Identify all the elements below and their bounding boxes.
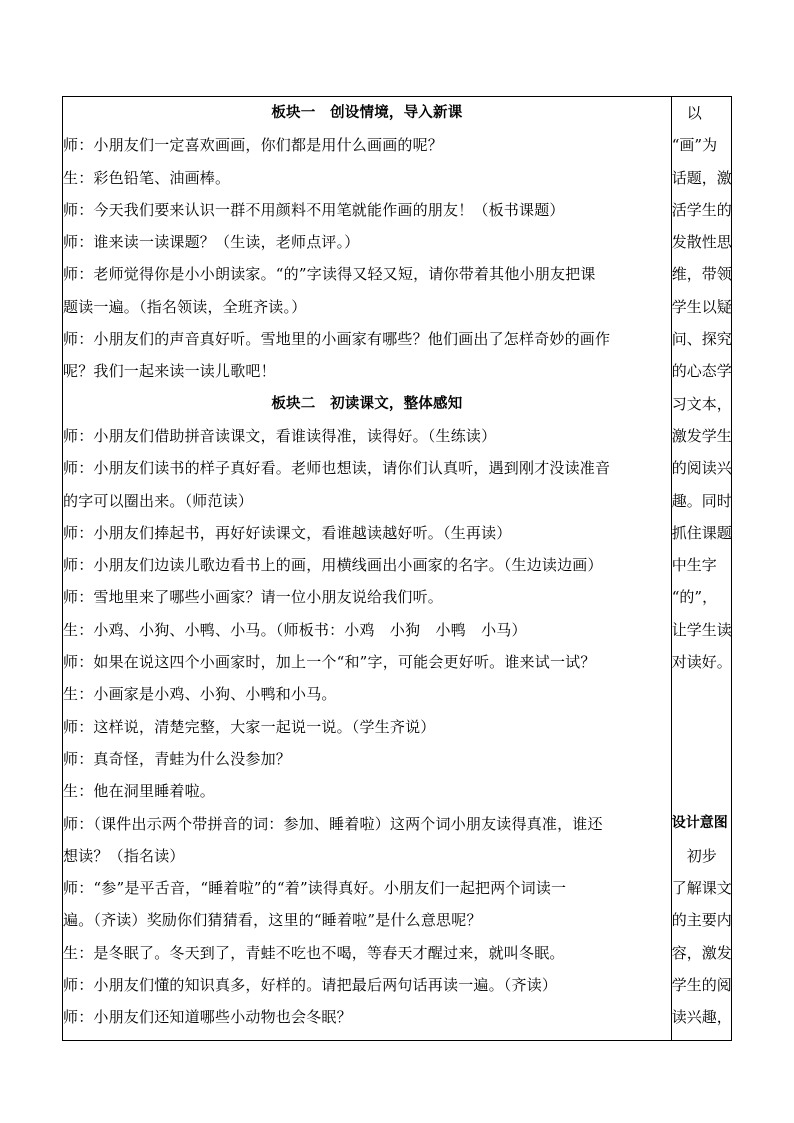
table-row [63,97,732,1041]
side-note-line: 的主要内 [671,911,732,930]
side-note-line: 对读好。 [671,653,732,672]
dialogue-line: 师：小朋友们借助拼音读课文，看谁读得准，读得好。（生练读） [63,426,497,445]
dialogue-line: 的字可以圈出来。（师范读） [63,491,254,510]
dialogue-line: 遍。（齐读）奖励你们猜猜看，这里的“睡着啦”是什么意思呢？ [63,911,482,930]
side-note-line: 话题，激 [671,168,732,187]
dialogue-line: 师：小朋友们捧起书，再好好读课文，看谁越读越好听。（生再读） [63,523,512,542]
side-note-line: 激发学生 [671,426,732,445]
side-note-line: 问、探究 [671,330,732,349]
section1-title: 板块一 创设情境，导入新课 [271,105,463,121]
dialogue-line: 师：真奇怪，青蛙为什么没参加？ [63,749,292,768]
side-note-line: “的”， [671,588,718,607]
dialogue-line: 呢？我们一起来读一读儿歌吧！ [63,362,276,381]
side-note-line: 学生以疑 [671,297,732,316]
teaching-process-cell [63,97,672,1041]
dialogue-line: 师：老师觉得你是小小朗读家。“的”字读得又轻又短，请你带着其他小朋友把课 [63,265,596,284]
side-note-2 [672,840,731,1034]
cell-bottom-padding [63,1034,671,1040]
dialogue-line: 生：小画家是小鸡、小狗、小鸭和小马。 [63,685,337,704]
dialogue-line: 师：谁来读一读课题？（生读，老师点评。） [63,233,360,252]
side-note-line: 习文本， [671,394,732,413]
dialogue-line: 师：雪地里来了哪些小画家？请一位小朋友说给我们听。 [63,588,444,607]
dialogue-line: 生：彩色铅笔、油画棒。 [63,168,231,187]
dialogue-line: 师：小朋友们一定喜欢画画，你们都是用什么画画的呢？ [63,136,444,155]
lesson-plan-table [62,96,732,1041]
dialogue-line: 师：“参”是平舌音，“睡着啦”的“着”读得真好。小朋友们一起把两个词读一 [63,879,567,898]
dialogue-line: 生：是冬眠了。冬天到了，青蛙不吃也不喝，等春天才醒过来，就叫冬眠。 [63,943,565,962]
side-note-line: 以 [671,104,702,122]
dialogue-line: 师：这样说，清楚完整，大家一起说一说。（学生齐说） [63,717,436,736]
side-note-line: 让学生读 [671,620,732,639]
side-note-line: 抓住课题 [671,523,732,542]
section2-title: 板块二 初读课文，整体感知 [271,395,463,412]
design-intent-label: 设计意图 [671,815,728,832]
section2-body [63,420,671,1034]
side-note-line: 了解课文 [671,878,732,897]
dialogue-line: 师：小朋友们边读儿歌边看书上的画，用横线画出小画家的名字。（生边读边画） [63,556,603,575]
dialogue-line: 生：他在洞里睡着啦。 [63,782,216,801]
dialogue-line: 师：如果在说这四个小画家时，加上一个“和”字，可能会更好听。谁来试一试？ [63,653,596,672]
side-note-line: 初步 [671,846,717,865]
dialogue-line: 师：小朋友们懂的知识真多，好样的。请把最后两句话再读一遍。（齐读） [63,976,558,995]
dialogue-line: 生：小鸡、小狗、小鸭、小马。（师板书：小鸡 小狗 小鸭 小马） [63,620,527,639]
side-spacer [672,678,731,807]
dialogue-line: 师：今天我们要来认识一群不用颜料不用笔就能作画的朋友！（板书课题） [63,200,565,219]
dialogue-line: 题读一遍。（指名领读，全班齐读。） [63,297,307,316]
side-note-line: 读兴趣， [671,1008,732,1027]
side-note-line: 维，带领 [671,265,732,284]
side-note-line: 的阅读兴 [671,459,732,478]
design-intent-cell [671,97,731,1041]
side-note-line: 发散性思 [671,233,732,252]
side-note-line: “画”为 [671,136,718,155]
side-note-line: 趣。同时 [671,491,732,510]
side-note-1 [672,97,731,678]
dialogue-line: 师：小朋友们还知道哪些小动物也会冬眠？ [63,1008,352,1027]
dialogue-line: 师：小朋友们读书的样子真好看。老师也想读，请你们认真听，遇到刚才没读准音 [63,459,611,478]
side-note-line: 学生的阅 [671,975,732,994]
dialogue-line: 师：小朋友们的声音真好听。雪地里的小画家有哪些？他们画出了怎样奇妙的画作 [63,330,611,349]
section1-body [63,129,671,387]
side-note-line: 活学生的 [671,200,732,219]
side-note-line: 容，激发 [671,943,732,962]
dialogue-line: 师：（课件出示两个带拼音的词：参加、睡着啦）这两个词小朋友读得真准，谁还 [63,814,603,833]
dialogue-line: 想读？（指名读） [63,846,185,865]
side-note-line: 中生字 [671,556,717,575]
side-note-line: 的心态学 [671,362,732,381]
